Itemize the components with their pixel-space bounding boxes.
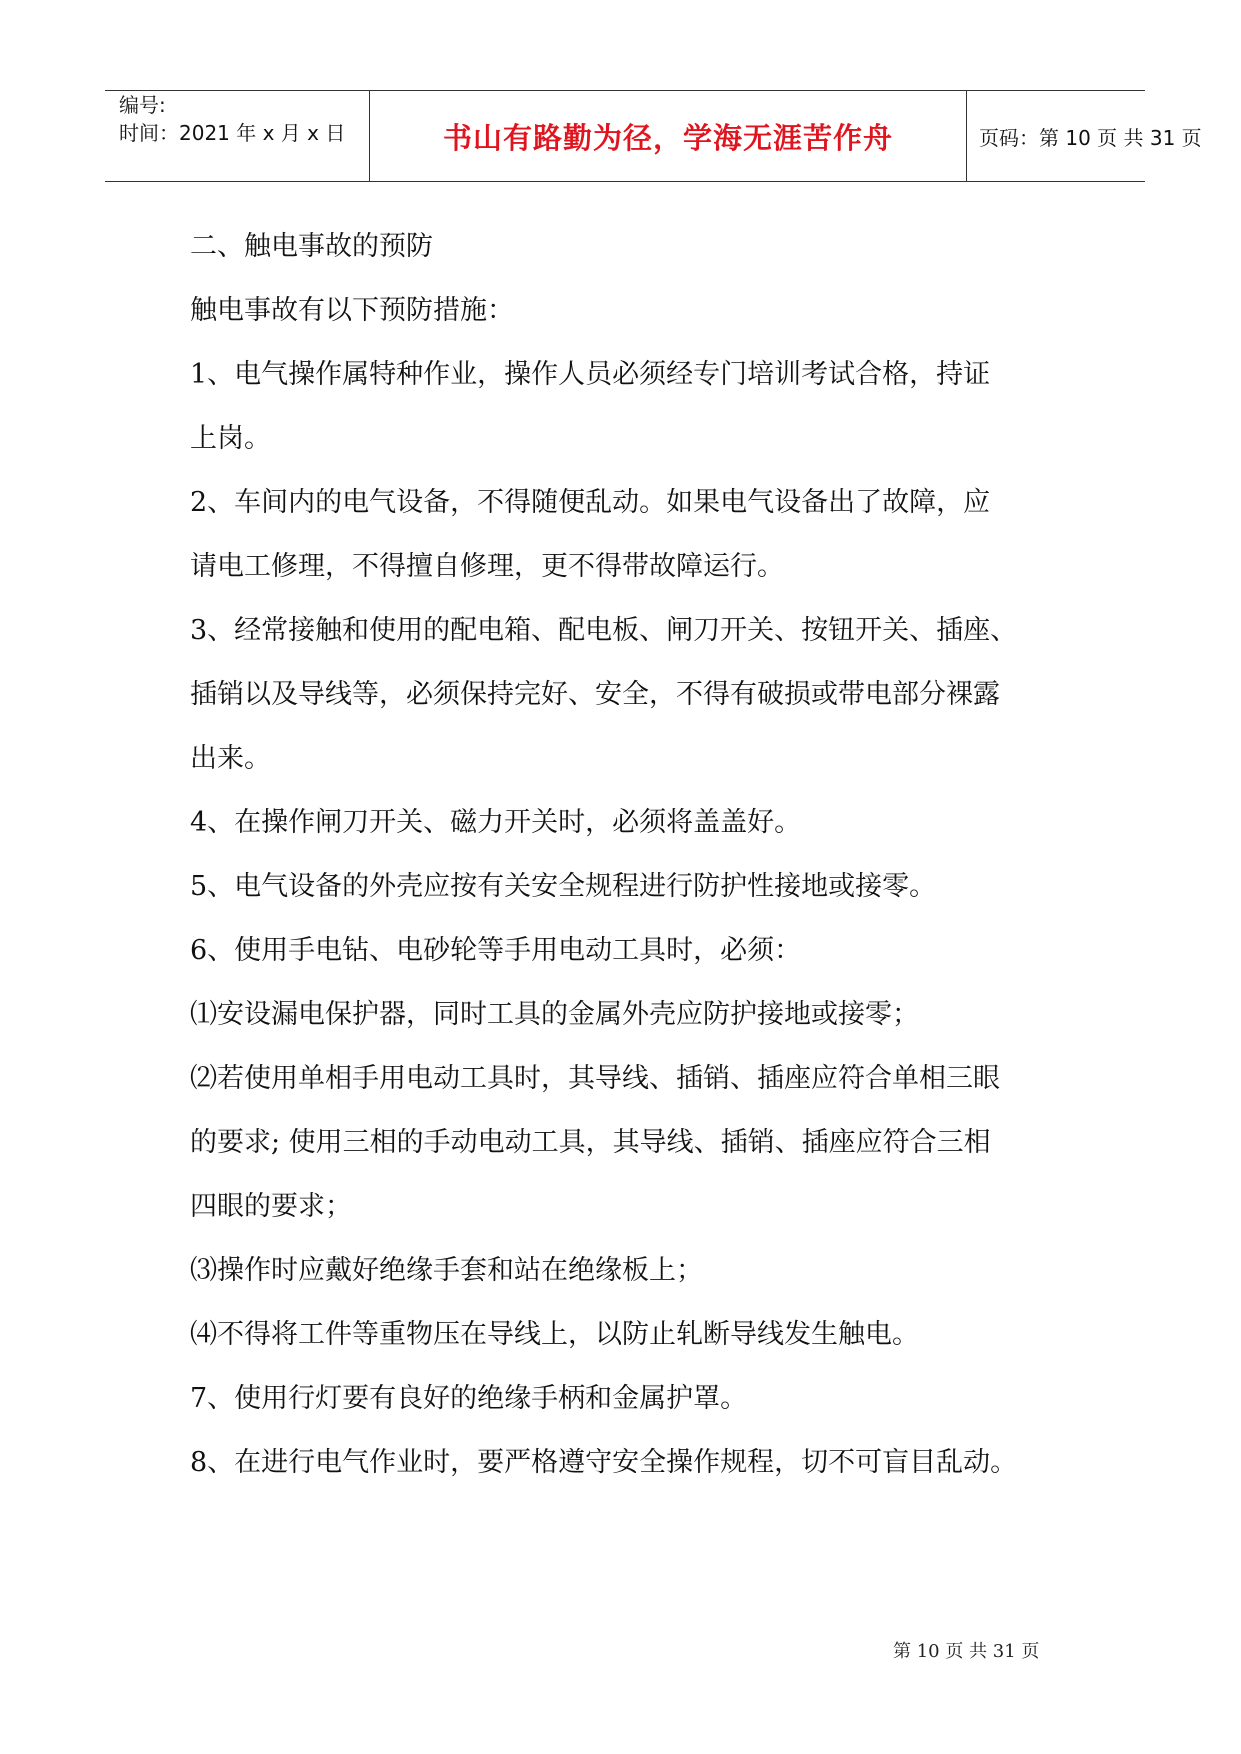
header-motto: 书山有路勤为径，学海无涯苦作舟 (370, 91, 967, 181)
paragraph-line: ⑴安设漏电保护器，同时工具的金属外壳应防护接地或接零； (190, 999, 919, 1030)
paragraph-line: 4、在操作闸刀开关、磁力开关时，必须将盖盖好。 (190, 807, 802, 838)
paragraph-line: 四眼的要求； (190, 1191, 352, 1222)
paragraph-line: ⑶操作时应戴好绝缘手套和站在绝缘板上； (190, 1255, 703, 1286)
paragraph-line: 请电工修理，不得擅自修理，更不得带故障运行。 (190, 551, 784, 582)
paragraph-line: 1、电气操作属特种作业，操作人员必须经专门培训考试合格，持证 (190, 359, 991, 390)
paragraph-line: 插销以及导线等，必须保持完好、安全，不得有破损或带电部分裸露 (190, 679, 1000, 710)
paragraph-line: 的要求; 使用三相的手动电动工具，其导线、插销、插座应符合三相 (190, 1127, 991, 1158)
paragraph-line: ⑷不得将工件等重物压在导线上，以防止轧断导线发生触电。 (190, 1319, 919, 1350)
document-number-label: 编号: (119, 93, 166, 117)
paragraph-line: 5、电气设备的外壳应按有关安全规程进行防护性接地或接零。 (190, 871, 937, 902)
paragraph-line: 上岗。 (190, 423, 271, 454)
paragraph-line: 触电事故有以下预防措施： (190, 295, 514, 326)
paragraph-line: 7、使用行灯要有良好的绝缘手柄和金属护罩。 (190, 1383, 748, 1414)
section-heading: 二、触电事故的预防 (190, 231, 433, 262)
page-header (105, 90, 1202, 182)
header-meta (105, 91, 370, 181)
paragraph-line: 3、经常接触和使用的配电箱、配电板、闸刀开关、按钮开关、插座、 (190, 615, 1018, 646)
page-footer: 第 10 页 共 31 页 (893, 1641, 1040, 1662)
document-body (190, 215, 1090, 1495)
header-page-code: 页码：第 10 页 共 31 页 (979, 125, 1202, 150)
paragraph-line: 8、在进行电气作业时，要严格遵守安全操作规程，切不可盲目乱动。 (190, 1447, 1018, 1478)
paragraph-line: 出来。 (190, 743, 271, 774)
paragraph-line: ⑵若使用单相手用电动工具时，其导线、插销、插座应符合单相三眼 (190, 1063, 1000, 1094)
paragraph-line: 2、车间内的电气设备，不得随便乱动。如果电气设备出了故障，应 (190, 487, 991, 518)
paragraph-line: 6、使用手电钻、电砂轮等手用电动工具时，必须： (190, 935, 802, 966)
document-time-label: 时间：2021 年 x 月 x 日 (119, 121, 346, 145)
